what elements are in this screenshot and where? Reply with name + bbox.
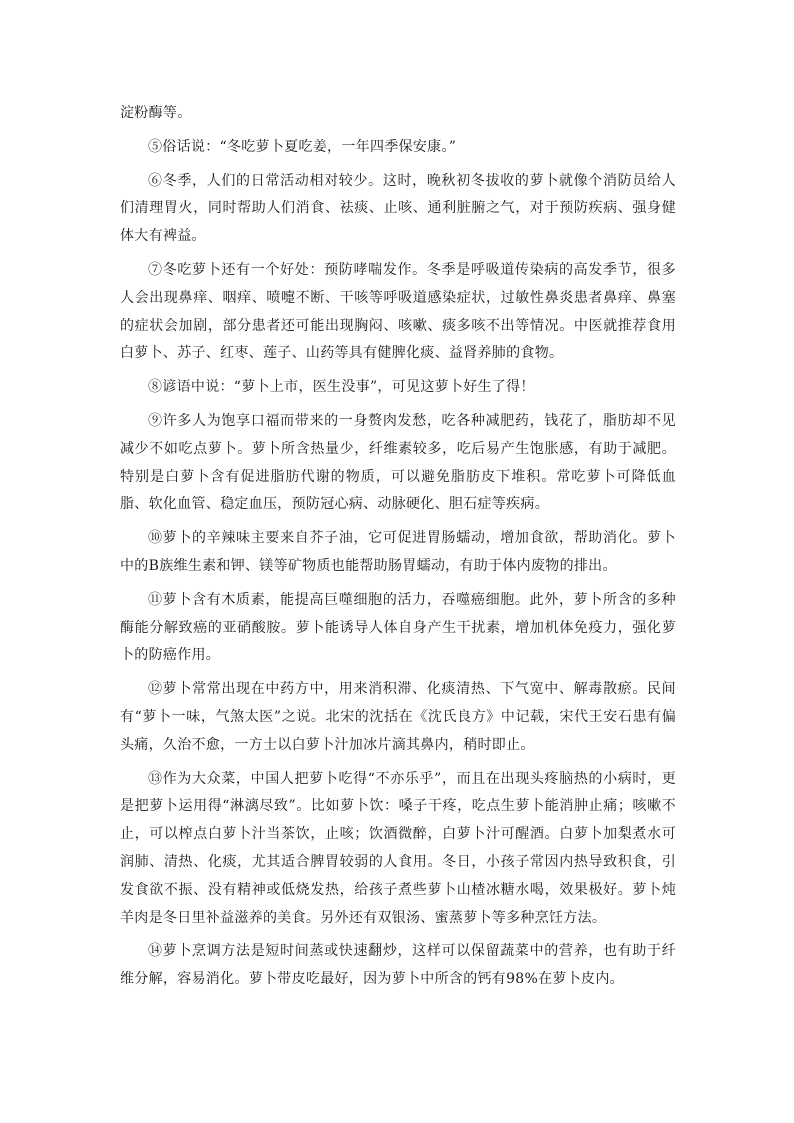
paragraph-continued: 淀粉酶等。 — [120, 105, 192, 121]
paragraph-6: ⑥冬季，人们的日常活动相对较少。这时，晚秋初冬拔收的萝卜就像个消防员给人们清理胃火，同时帮助人们消食、祛痰、止咳、通利脏腑之气，对于预防疾病、强身健体大有裨益。 — [120, 172, 676, 245]
paragraph-10: ⑩萝卜的辛辣味主要来自芥子油，它可促进胃肠蠕动，增加食欲，帮助消化。萝卜中的B族维生素和钾、镁等矿物质也能帮助肠胃蠕动，有助于体内废物的排出。 — [120, 530, 676, 574]
paragraph-5: ⑤俗话说：“冬吃萝卜夏吃姜，一年四季保安康。” — [148, 138, 457, 155]
paragraph-7: ⑦冬吃萝卜还有一个好处：预防哮喘发作。冬季是呼吸道传染病的高发季节，很多人会出现鼻痒、咽痒、喷嚏不断、干咳等呼吸道感染症状，过敏性鼻炎患者鼻痒、鼻塞的症状会加剧，部分患者还可能出现胸闷、咳嗽、痰多咳不出等情况。中医就推荐食用白萝卜、苏子、红枣、莲子、山药等具有健脾化痰、益肾养肺的食物。 — [120, 261, 676, 362]
paragraph-9: ⑨许多人为饱享口福而带来的一身赘肉发愁，吃各种减肥药，钱花了，脂肪却不见减少不如吃点萝卜。萝卜所含热量少，纤维素较多，吃后易产生饱胀感，有助于减肥。特别是白萝卜含有促进脂肪代谢的物质，可以避免脂肪皮下堆积。常吃萝卜可降低血脂、软化血管、稳定血压，预防冠心病、动脉硬化、胆石症等疾病。 — [120, 412, 676, 513]
paragraph-8: ⑧谚语中说：“萝卜上市，医生没事”，可见这萝卜好生了得！ — [148, 379, 535, 396]
document-body — [120, 100, 676, 994]
paragraph-14: ⑭萝卜烹调方法是短时间蒸或快速翻炒，这样可以保留蔬菜中的营养，也有助于纤维分解，容易消化。萝卜带皮吃最好，因为萝卜中所含的钙有98%在萝卜皮内。 — [120, 943, 676, 988]
paragraph-12: ⑫萝卜常常出现在中药方中，用来消积滞、化痰清热、下气宽中、解毒散瘀。民间有“萝卜一味，气煞太医”之说。北宋的沈括在《沈氏良方》中记载，宋代王安石患有偏头痛，久治不愈，一方士以白萝卜汁加冰片滴其鼻内，稍时即止。 — [120, 681, 676, 753]
paragraph-13: ⑬作为大众菜，中国人把萝卜吃得“不亦乐乎”，而且在出现头疼脑热的小病时，更是把萝卜运用得“淋漓尽致”。比如萝卜饮：嗓子干疼，吃点生萝卜能消肿止痛；咳嗽不止，可以榨点白萝卜汁当茶饮，止咳；饮酒微醉，白萝卜汁可醒酒。白萝卜加梨煮水可润肺、清热、化痰，尤其适合脾胃较弱的人食用。冬日，小孩子常因内热导致积食，引发食欲不振、没有精神或低烧发热，给孩子煮些萝卜山楂冰糖水喝，效果极好。萝卜炖羊肉是冬日里补益滋养的美食。另外还有双银汤、蜜蒸萝卜等多种烹饪方法。 — [120, 770, 676, 926]
paragraph-11: ⑪萝卜含有木质素，能提高巨噬细胞的活力，吞噬癌细胞。此外，萝卜所含的多种酶能分解致癌的亚硝酸胺。萝卜能诱导人体自身产生干扰素，增加机体免疫力，强化萝卜的防癌作用。 — [120, 591, 676, 664]
